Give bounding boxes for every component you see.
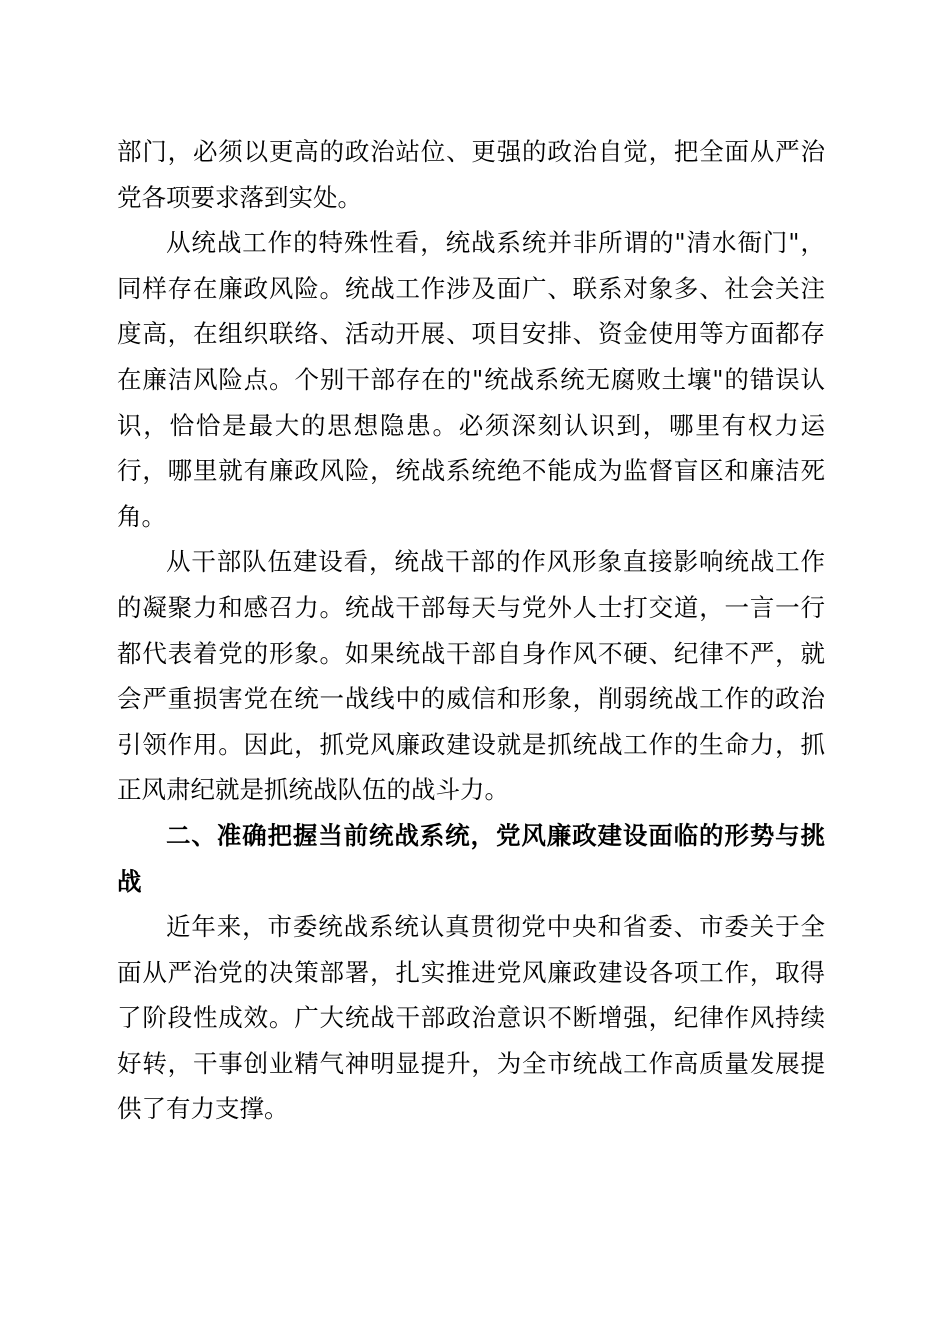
paragraph-cadre-team-building: 从干部队伍建设看，统战干部的作风形象直接影响统战工作的凝聚力和感召力。统战干部每天与党外人士打交道，一言一行都代表着党的形象。如果统战干部自身作风不硬、纪律不严，就会严重损害党在统一战线中的威信和形象，削弱统战工作的政治引领作用。因此，抓党风廉政建设就是抓统战工作的生命力，抓正风肃纪就是抓统战队伍的战斗力。 xyxy=(117,547,825,805)
paragraph-continuation: 部门，必须以更高的政治站位、更强的政治自觉，把全面从严治党各项要求落到实处。 xyxy=(117,137,825,212)
document-page xyxy=(117,129,825,1132)
section-heading: 二、准确把握当前统战系统，党风廉政建设面临的形势与挑战 xyxy=(117,820,825,896)
paragraph-united-front-particularity: 从统战工作的特殊性看，统战系统并非所谓的"清水衙门"，同样存在廉政风险。统战工作涉及面广、联系对象多、社会关注度高，在组织联络、活动开展、项目安排、资金使用等方面都存在廉洁风险点。个别干部存在的"统战系统无腐败土壤"的错误认识，恰恰是最大的思想隐患。必须深刻认识到，哪里有权力运行，哪里就有廉政风险，统战系统绝不能成为监督盲区和廉洁死角。 xyxy=(117,228,825,531)
paragraph-recent-achievements: 近年来，市委统战系统认真贯彻党中央和省委、市委关于全面从严治党的决策部署，扎实推进党风廉政建设各项工作，取得了阶段性成效。广大统战干部政治意识不断增强，纪律作风持续好转，干事创业精气神明显提升，为全市统战工作高质量发展提供了有力支撑。 xyxy=(117,912,825,1124)
